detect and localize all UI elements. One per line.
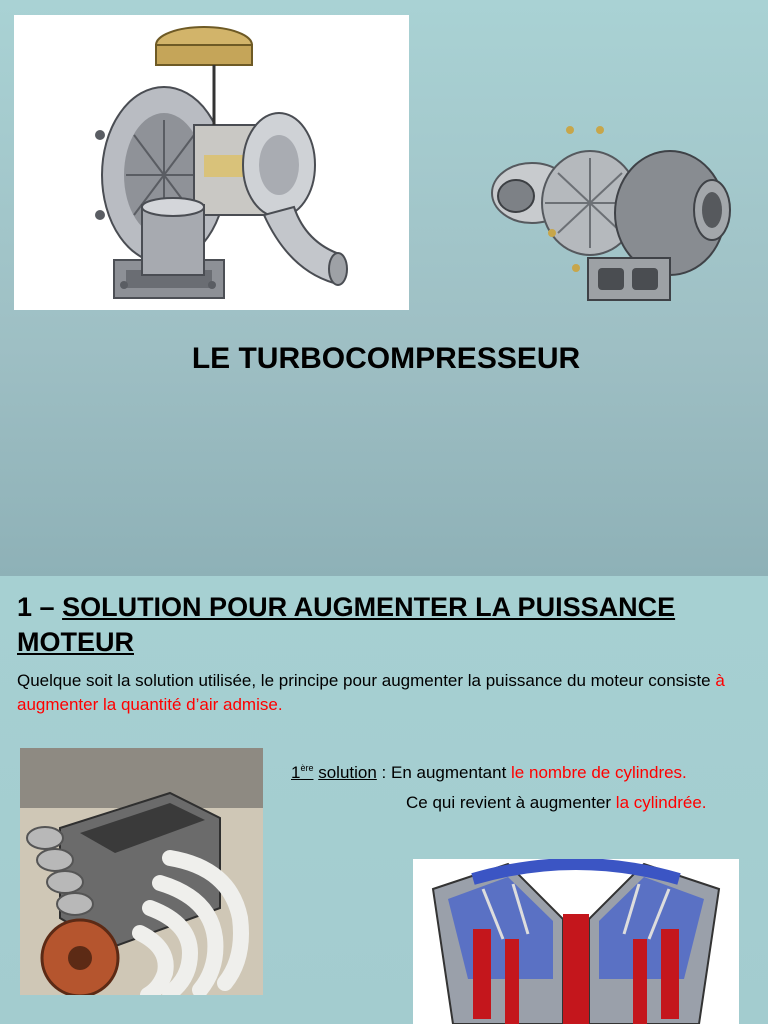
- section-heading-text: SOLUTION POUR AUGMENTER LA PUISSANCE MOTEUR: [17, 592, 676, 657]
- consequence-text: Ce qui revient à augmenter: [406, 793, 616, 812]
- page-title: LE TURBOCOMPRESSEUR: [191, 342, 581, 375]
- solution-1-highlight: le nombre de cylindres.: [511, 763, 687, 782]
- v8-engine-cutaway-illustration: [413, 859, 739, 1024]
- solution-1-consequence: [406, 793, 707, 813]
- section-heading: [17, 590, 768, 660]
- turbocharger-cutaway-illustration: [14, 15, 409, 310]
- solution-1-line: [291, 763, 687, 783]
- solution-ordinal-suffix: ère: [300, 763, 314, 773]
- slide-solution: [0, 576, 768, 1024]
- section-number: 1 –: [17, 592, 55, 622]
- turbocharger-cutaway-image: [14, 15, 409, 310]
- intro-text: Quelque soit la solution utilisée, le principe pour augmenter la puissance du moteur consiste: [17, 671, 711, 690]
- solution-number: 1: [291, 763, 301, 782]
- turbocharger-photo: [480, 118, 740, 313]
- inline-engine-photo: [20, 748, 263, 995]
- intro-highlight: à augmenter la quantité d’air admise.: [17, 671, 725, 714]
- v8-engine-image: [413, 859, 739, 1024]
- intro-paragraph: [17, 669, 757, 717]
- solution-ordinal: [291, 763, 313, 782]
- solution-separator: : En augmentant: [376, 763, 512, 782]
- consequence-highlight: la cylindrée.: [615, 793, 707, 812]
- inline-engine-with-exhaust-manifold-photo: [20, 748, 263, 995]
- solution-label: solution: [318, 763, 377, 782]
